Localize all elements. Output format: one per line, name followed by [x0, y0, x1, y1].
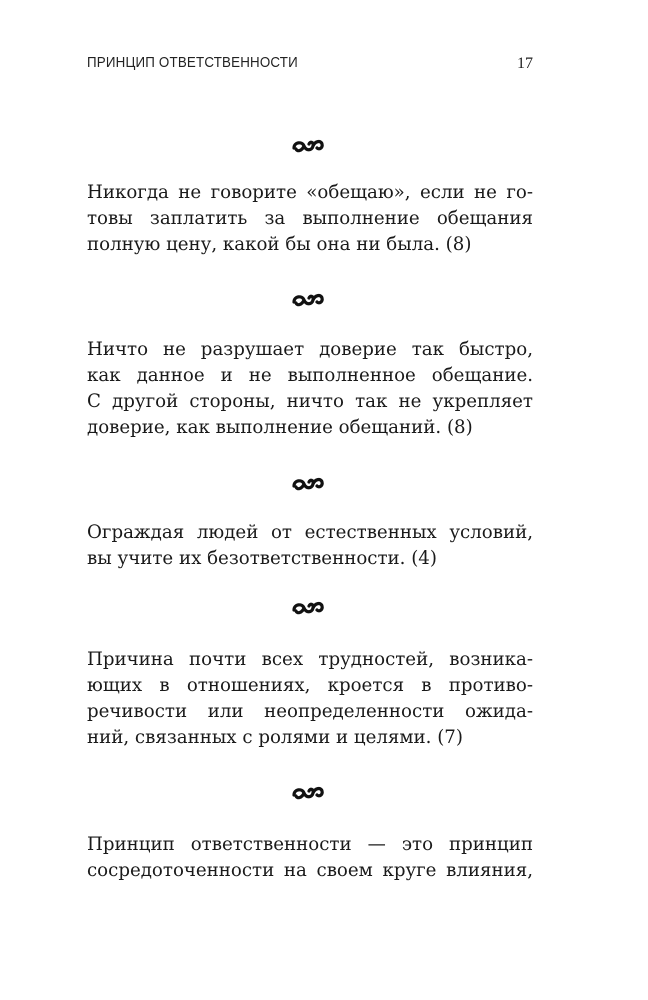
paragraph-3	[87, 520, 533, 572]
text-line: товы заплатить за выполнение обещания	[87, 208, 533, 229]
text-line: Ничто не разрушает доверие так быстро,	[87, 339, 533, 360]
text-line: Ограждая людей от естественных условий,	[87, 522, 533, 543]
text-line: речивости или неопределенности ожида-	[87, 701, 533, 722]
paragraph-1	[87, 180, 533, 258]
page-number: 17	[517, 55, 533, 72]
fleuron-icon	[288, 290, 328, 310]
text-line: сосредоточенности на своем круге влияния,	[87, 860, 533, 881]
paragraph-4	[87, 647, 533, 751]
text-line: доверие, как выполнение обещаний. (8)	[87, 417, 473, 438]
text-line: полную цену, какой бы она ни была. (8)	[87, 234, 472, 255]
text-line: Причина почти всех трудностей, возника-	[87, 649, 533, 670]
text-line: ющих в отношениях, кроется в противо-	[87, 675, 533, 696]
text-line: С другой стороны, ничто так не укрепляет	[87, 391, 533, 412]
text-line: как данное и не выполненное обещание.	[87, 365, 533, 386]
paragraph-2	[87, 337, 533, 441]
fleuron-icon	[288, 598, 328, 618]
text-line: вы учите их безответственности. (4)	[87, 548, 437, 569]
text-line: ний, связанных с ролями и целями. (7)	[87, 727, 463, 748]
fleuron-icon	[288, 783, 328, 803]
text-line: Принцип ответственности — это принцип	[87, 834, 533, 855]
fleuron-icon	[288, 474, 328, 494]
text-line: Никогда не говорите «обещаю», если не го-	[87, 182, 533, 203]
paragraph-5	[87, 832, 533, 884]
running-head: ПРИНЦИП ОТВЕТСТВЕННОСТИ	[87, 55, 298, 71]
fleuron-icon	[288, 136, 328, 156]
